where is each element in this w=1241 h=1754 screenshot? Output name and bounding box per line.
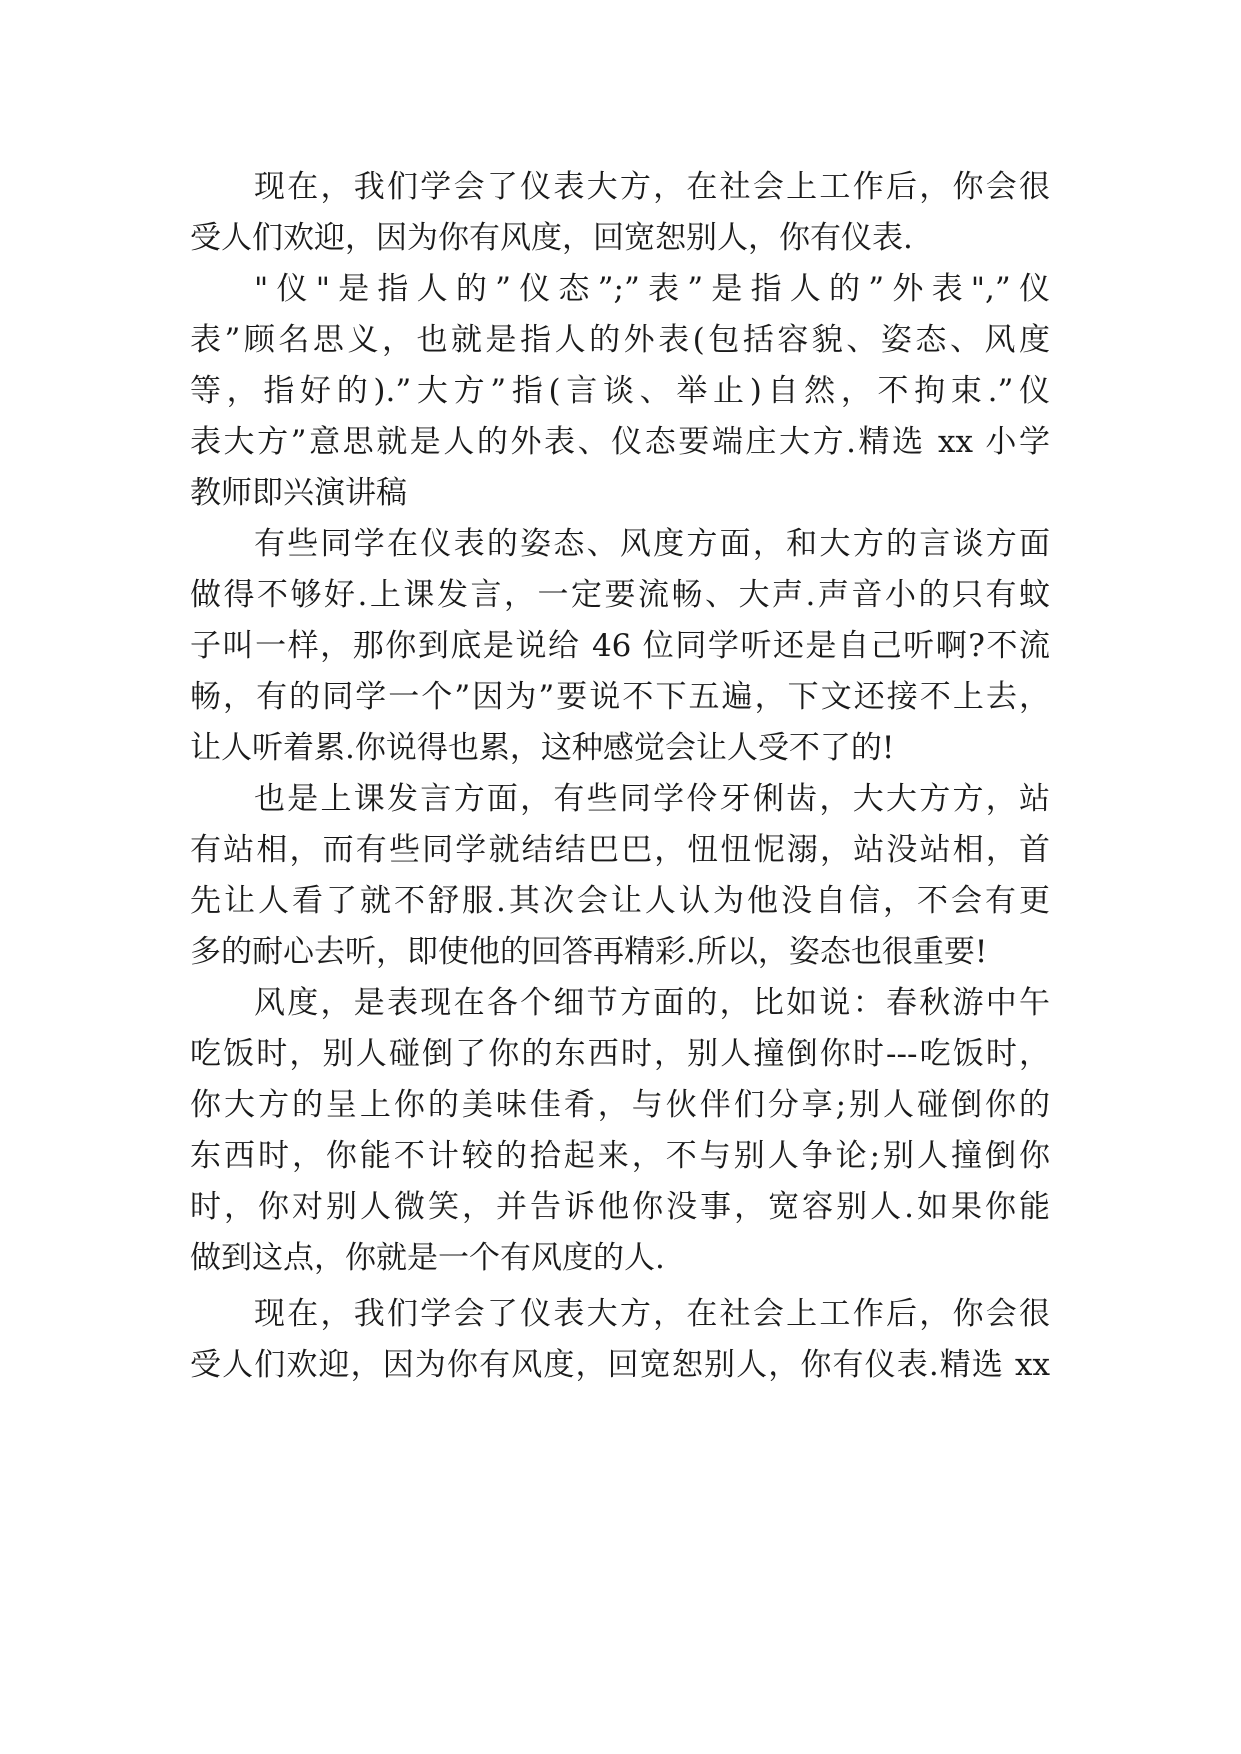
text-line: 你大方的呈上你的美味佳肴，与伙伴们分享;别人碰倒你的 [190, 1087, 1050, 1123]
text-line: 做得不够好.上课发言，一定要流畅、大声.声音小的只有蚊 [190, 577, 1050, 613]
text-line: 风度，是表现在各个细节方面的，比如说：春秋游中午 [254, 985, 1050, 1021]
text-line: 子叫一样，那你到底是说给 46 位同学听还是自己听啊?不流 [190, 628, 1050, 664]
text-line: 教师即兴演讲稿 [190, 475, 407, 511]
text-line: 有些同学在仪表的姿态、风度方面，和大方的言谈方面 [254, 526, 1050, 562]
text-line: 吃饭时，别人碰倒了你的东西时，别人撞倒你时---吃饭时， [190, 1036, 1050, 1072]
text-line: 现在，我们学会了仪表大方，在社会上工作后，你会很 [254, 1296, 1050, 1332]
text-line: 先让人看了就不舒服.其次会让人认为他没自信，不会有更 [190, 883, 1050, 919]
text-line: 东西时，你能不计较的拾起来，不与别人争论;别人撞倒你 [190, 1138, 1050, 1174]
text-line: 多的耐心去听，即使他的回答再精彩.所以，姿态也很重要! [190, 934, 988, 970]
text-line: 受人们欢迎，因为你有风度，回宽恕别人，你有仪表.精选 xx [190, 1347, 1050, 1383]
text-line: 时，你对别人微笑，并告诉他你没事，宽容别人.如果你能 [190, 1189, 1050, 1225]
text-line: 表”顾名思义，也就是指人的外表(包括容貌、姿态、风度 [190, 322, 1050, 358]
text-line: 等，指好的).”大方”指(言谈、举止)自然，不拘束.”仪 [190, 373, 1050, 409]
text-line: "仪"是指人的”仪态”;”表”是指人的”外表",”仪 [254, 271, 1050, 307]
text-line: 做到这点，你就是一个有风度的人. [190, 1240, 665, 1276]
text-line: 受人们欢迎，因为你有风度，回宽恕别人，你有仪表. [190, 220, 913, 256]
text-line: 畅，有的同学一个”因为”要说不下五遍，下文还接不上去， [190, 679, 1050, 715]
text-line: 让人听着累.你说得也累，这种感觉会让人受不了的! [190, 730, 895, 766]
text-line: 现在，我们学会了仪表大方，在社会上工作后，你会很 [254, 169, 1050, 205]
text-line: 也是上课发言方面，有些同学伶牙俐齿，大大方方，站 [254, 781, 1050, 817]
text-line: 表大方”意思就是人的外表、仪态要端庄大方.精选 xx 小学 [190, 424, 1050, 460]
text-line: 有站相，而有些同学就结结巴巴，忸忸怩溺，站没站相，首 [190, 832, 1050, 868]
